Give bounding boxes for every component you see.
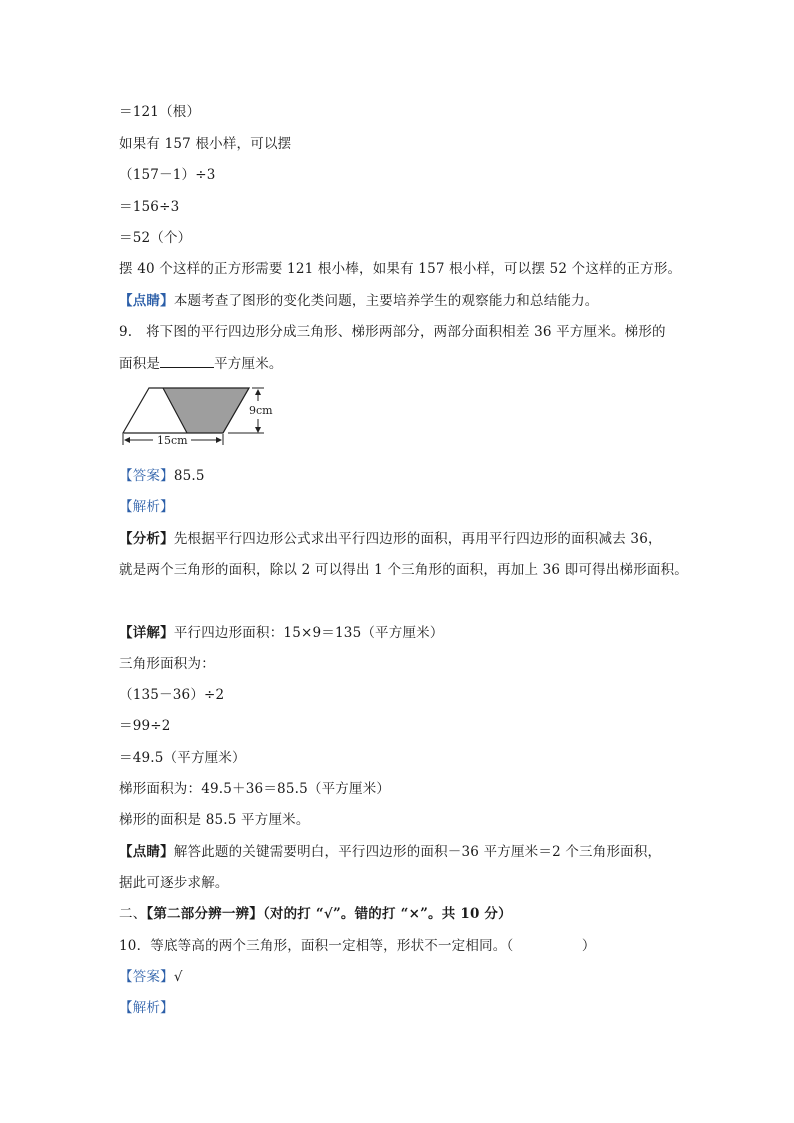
q9-line2-post: 平方厘米。 <box>214 356 283 372</box>
height-label: 9cm <box>249 404 273 417</box>
q9-fenxi-2: 就是两个三角形的面积，除以 2 可以得出 1 个三角形的面积，再加上 36 即可得出梯形面积。 <box>119 562 689 578</box>
answer-value: 85.5 <box>173 468 205 484</box>
q10-jiexi: 【解析】 <box>119 1000 174 1016</box>
dianjing-text: 本题考查了图形的变化类问题，主要培养学生的观察能力和总结能力。 <box>173 293 599 309</box>
xiangjie-text: 平行四边形面积：15×9＝135（平方厘米） <box>173 625 444 641</box>
q9-step-5: 梯形面积为：49.5＋36＝85.5（平方厘米） <box>119 781 391 797</box>
line-4: ＝156÷3 <box>119 199 180 215</box>
dianjing-tag: 【点睛】 <box>119 293 174 309</box>
q9-dianjing-2: 据此可逐步求解。 <box>119 875 229 891</box>
line-6: 摆 40 个这样的正方形需要 121 根小棒，如果有 157 根小样，可以摆 52 个这样的正方形。 <box>119 261 682 277</box>
height-arrowhead-bottom <box>255 427 261 433</box>
q9-answer <box>119 466 205 486</box>
q9-line1: 9. 将下图的平行四边形分成三角形、梯形两部分，两部分面积相差 36 平方厘米。梯形的 <box>119 324 666 340</box>
answer-tag: 【答案】 <box>119 468 174 484</box>
q9-xiangjie <box>119 623 444 643</box>
q9-step-1: 三角形面积为： <box>119 656 215 672</box>
parallelogram-figure <box>119 382 279 452</box>
fenxi-text-1: 先根据平行四边形公式求出平行四边形的面积，再用平行四边形的面积减去 36， <box>173 531 662 547</box>
q9-line2 <box>119 353 283 374</box>
q9-step-3: ＝99÷2 <box>119 718 171 734</box>
base-arrowhead-right <box>216 437 222 443</box>
fenxi-tag: 【分析】 <box>119 531 174 547</box>
height-arrowhead-top <box>255 389 261 395</box>
line-3: （157－1）÷3 <box>119 167 216 183</box>
section-2-heading <box>119 904 512 924</box>
dianjing-text-2: 解答此题的关键需要明白，平行四边形的面积－36 平方厘米＝2 个三角形面积， <box>173 844 662 860</box>
line-1: ＝121（根） <box>119 104 201 120</box>
q9-jiexi: 【解析】 <box>119 499 174 515</box>
q9-line2-pre: 面积是 <box>119 356 161 372</box>
q10-answer-tag: 【答案】 <box>119 969 174 985</box>
section-title: 【第二部分辨一辨】（对的打 “√”。错的打 “×”。共 10 分） <box>146 906 512 922</box>
base-arrowhead-left <box>124 437 130 443</box>
xiangjie-tag: 【详解】 <box>119 625 174 641</box>
q9-step-6: 梯形的面积是 85.5 平方厘米。 <box>119 812 310 828</box>
line-5: ＝52（个） <box>119 230 192 246</box>
base-label: 15cm <box>157 434 188 447</box>
q10-answer <box>119 967 183 987</box>
q9-step-2: （135－36）÷2 <box>119 687 225 703</box>
line-2: 如果有 157 根小样，可以摆 <box>119 136 292 152</box>
dianjing-tag-2: 【点睛】 <box>119 844 174 860</box>
q10-answer-value: √ <box>173 969 183 985</box>
q10-text: 10．等底等高的两个三角形，面积一定相等，形状不一定相同。（ ） <box>119 938 596 954</box>
answer-blank <box>160 353 214 368</box>
q9-step-4: ＝49.5（平方厘米） <box>119 750 246 766</box>
dianjing-1 <box>119 291 599 311</box>
section-prefix: 二、 <box>119 906 147 922</box>
q9-dianjing-1 <box>119 842 661 862</box>
q9-fenxi-1 <box>119 529 662 549</box>
